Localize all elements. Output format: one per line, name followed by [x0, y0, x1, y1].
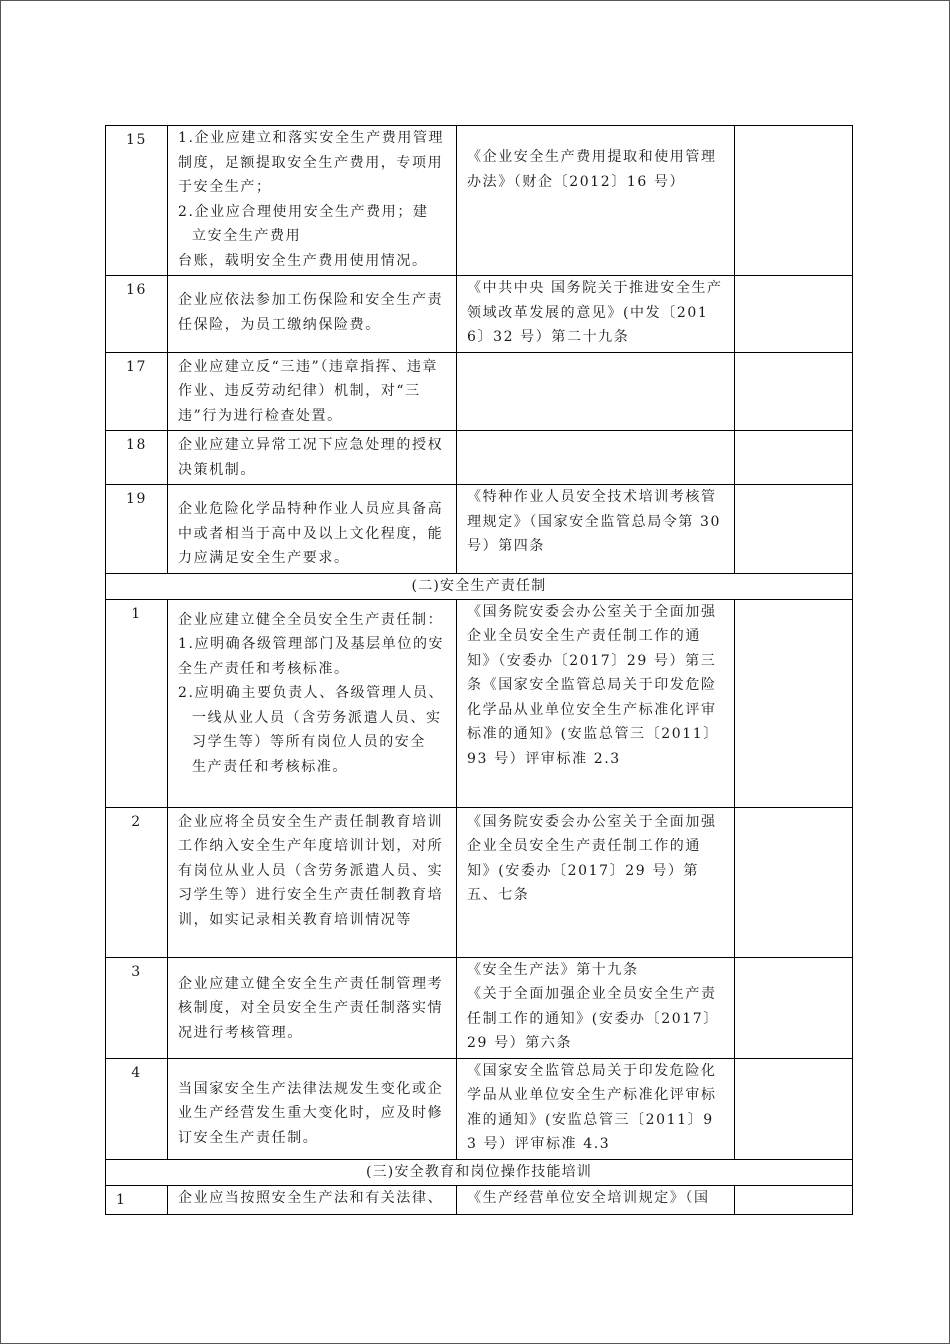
- remark-cell: [735, 431, 853, 485]
- row-number: 16: [106, 276, 168, 353]
- basis-cell: [457, 352, 735, 431]
- requirement-cell: [168, 485, 457, 574]
- section-title: (三)安全教育和岗位操作技能培训: [106, 1159, 853, 1185]
- basis-text: 《国务院安委会办公室关于全面加强企业全员安全生产责任制工作的通知》（安委办〔2017〕29 号）第三条《国家安全监管总局关于印发危险化学品从业单位安全生产标准化评审标准的通知》(安监总管三〔2011〕93 号）评审标准 2.3: [467, 603, 719, 767]
- section-title: (二)安全生产责任制: [106, 573, 853, 599]
- basis-cell: [457, 957, 735, 1058]
- requirement-text: 企业应当按照安全生产法和有关法律、: [178, 1189, 444, 1206]
- row-number: 4: [106, 1058, 168, 1159]
- basis-text: 《企业安全生产费用提取和使用管理办法》（财企〔2012〕16 号）: [467, 149, 717, 190]
- requirement-text: 企业应建立异常工况下应急处理的授权决策机制。: [178, 437, 444, 478]
- remark-cell: [735, 599, 853, 807]
- basis-cell: [457, 431, 735, 485]
- table-row: [106, 1058, 853, 1159]
- remark-cell: [735, 126, 853, 276]
- basis-cell: [457, 276, 735, 353]
- row-number: 19: [106, 485, 168, 574]
- table-row: [106, 957, 853, 1058]
- requirement-text: 企业应建立反“三违”（违章指挥、违章作业、违反劳动纪律）机制，对“三违”行为进行检查处置。: [178, 358, 439, 424]
- requirement-text: 立安全生产费用: [192, 228, 302, 244]
- basis-text: 《特种作业人员安全技术培训考核管理规定》（国家安全监管总局令第 30 号）第四条: [467, 489, 722, 554]
- basis-text: 《生产经营单位安全培训规定》（国: [467, 1189, 710, 1206]
- table-row: [106, 599, 853, 807]
- basis-text: 《国务院安委会办公室关于全面加强企业全员安全生产责任制工作的通知》(安委办〔2017〕29 号）第五、七条: [467, 813, 717, 903]
- remark-cell: [735, 1185, 853, 1215]
- requirement-cell: [168, 431, 457, 485]
- remark-cell: [735, 276, 853, 353]
- requirement-text: 企业应依法参加工伤保险和安全生产责任保险，为员工缴纳保险费。: [178, 292, 444, 333]
- row-number: 1: [106, 599, 168, 807]
- row-number: 15: [106, 126, 168, 276]
- requirement-cell: [168, 126, 457, 276]
- table-row: [106, 276, 853, 353]
- requirement-text: 1.企业应建立和落实安全生产费用管理制度，足额提取安全生产费用，专项用于安全生产；: [178, 130, 445, 195]
- basis-text: 《国家安全监管总局关于印发危险化学品从业单位安全生产标准化评审标准的通知》(安监总管三〔2011〕93 号）评审标准 4.3: [467, 1062, 717, 1152]
- row-number: 18: [106, 431, 168, 485]
- requirement-text: 台账，载明安全生产费用使用情况。: [178, 252, 428, 269]
- requirement-text: 企业应将全员安全生产责任制教育培训工作纳入安全生产年度培训计划，对所有岗位从业人员（含劳务派遣人员、实习学生等）进行安全生产责任制教育培训，如实记录相关教育培训情况等: [178, 813, 444, 928]
- table-row: [106, 807, 853, 957]
- table-row: [106, 431, 853, 485]
- remark-cell: [735, 807, 853, 957]
- remark-cell: [735, 485, 853, 574]
- requirement-text: 生产责任和考核标准。: [192, 758, 348, 775]
- basis-cell: [457, 807, 735, 957]
- table-row: [106, 485, 853, 574]
- requirement-text: 一线从业人员（含劳务派遣人员、实习学生等）等所有岗位人员的安全: [192, 709, 442, 750]
- requirement-text: 2.应明确主要负责人、各级管理人员、: [178, 685, 445, 701]
- requirement-text: 当国家安全生产法律法规发生变化或企业生产经营发生重大变化时，应及时修订安全生产责任制。: [178, 1080, 444, 1146]
- table-row: [106, 352, 853, 431]
- basis-text: 《安全生产法》第十九条: [467, 961, 639, 978]
- requirement-text: 企业危险化学品特种作业人员应具备高中或者相当于高中及以上文化程度，能力应满足安全生产要求。: [178, 501, 444, 566]
- requirement-cell: [168, 352, 457, 431]
- basis-cell: [457, 599, 735, 807]
- row-number: 3: [106, 957, 168, 1058]
- requirement-cell: [168, 1185, 457, 1215]
- requirement-text: 1.应明确各级管理部门及基层单位的安全生产责任和考核标准。: [178, 636, 445, 677]
- remark-cell: [735, 352, 853, 431]
- basis-cell: [457, 1185, 735, 1215]
- requirement-cell: [168, 599, 457, 807]
- section-header-row: [106, 573, 853, 599]
- requirement-cell: [168, 1058, 457, 1159]
- basis-cell: [457, 1058, 735, 1159]
- basis-cell: [457, 485, 735, 574]
- requirement-cell: [168, 957, 457, 1058]
- requirement-text: 2.企业应合理使用安全生产费用；建: [178, 203, 429, 220]
- remark-cell: [735, 957, 853, 1058]
- table-row: [106, 126, 853, 276]
- remark-cell: [735, 1058, 853, 1159]
- basis-text: 《关于全面加强企业全员安全生产责任制工作的通知》(安委办〔2017〕29 号）第六条: [467, 986, 719, 1051]
- requirement-text: 企业应建立健全安全生产责任制管理考核制度，对全员安全生产责任制落实情况进行考核管理。: [178, 975, 444, 1041]
- inspection-table: [105, 125, 853, 1215]
- row-number: 1: [106, 1185, 168, 1215]
- requirement-cell: [168, 276, 457, 353]
- basis-cell: [457, 126, 735, 276]
- row-number: 17: [106, 352, 168, 431]
- row-number: 2: [106, 807, 168, 957]
- table-row: [106, 1185, 853, 1215]
- requirement-text: 企业应建立健全全员安全生产责任制：: [178, 611, 444, 628]
- section-header-row: [106, 1159, 853, 1185]
- requirement-cell: [168, 807, 457, 957]
- basis-text: 《中共中央 国务院关于推进安全生产领域改革发展的意见》(中发〔2016〕32 号）第二十九条: [467, 280, 723, 345]
